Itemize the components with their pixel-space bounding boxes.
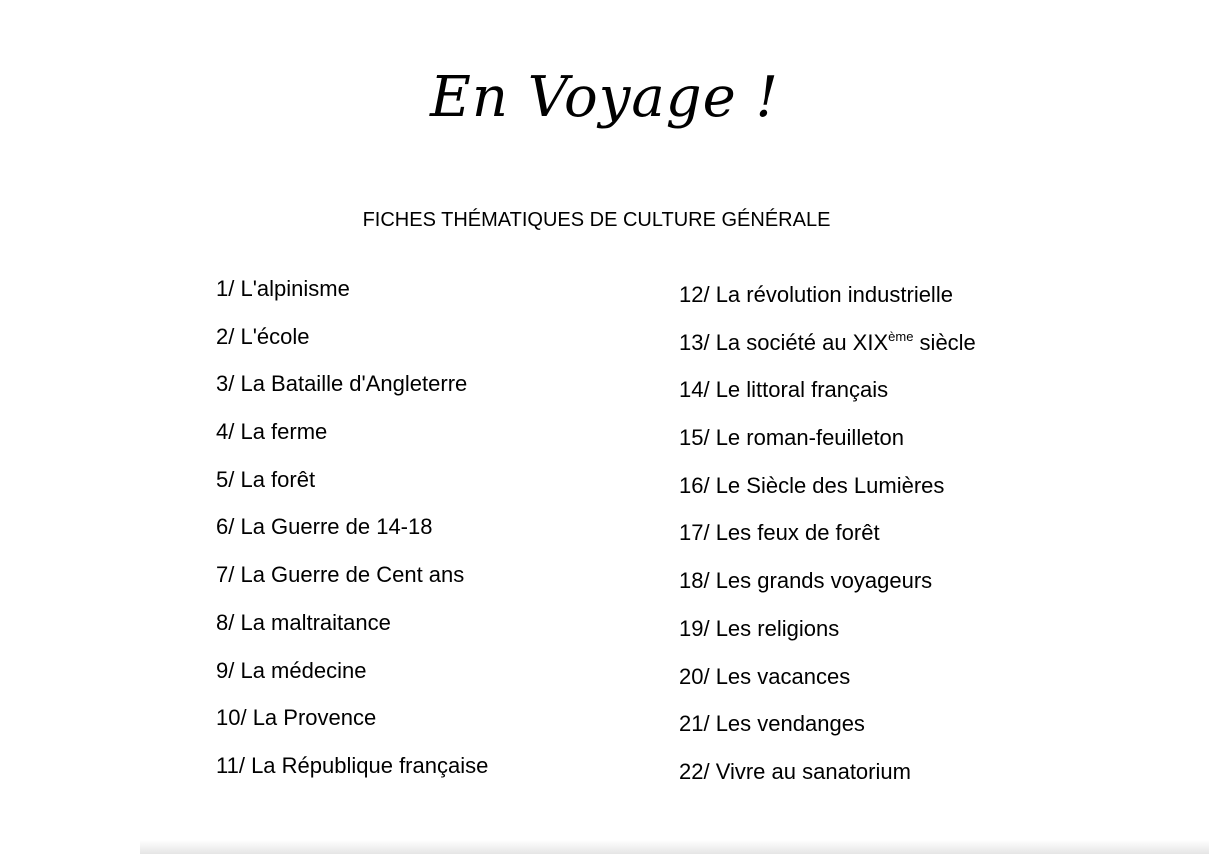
topic-list-right (679, 281, 976, 806)
ordinal-suffix: ème (888, 328, 914, 344)
topic-item: 21/ Les vendanges (679, 711, 865, 737)
topic-item: 4/ La ferme (216, 419, 328, 445)
topic-item: 19/ Les religions (679, 615, 840, 641)
topic-text-end: siècle (913, 329, 976, 355)
page-subtitle: FICHES THÉMATIQUES DE CULTURE GÉNÉRALE (362, 209, 831, 231)
topic-item: 20/ Les vacances (679, 663, 851, 689)
topic-item: 17/ Les feux de forêt (679, 520, 880, 546)
topic-item: 8/ La maltraitance (216, 609, 391, 635)
topic-item: 3/ La Bataille d'Angleterre (216, 371, 468, 397)
topic-item: 9/ La médecine (216, 657, 367, 683)
topic-item: 14/ Le littoral français (679, 377, 889, 403)
topic-item: 2/ L'école (216, 323, 310, 349)
page-title: En Voyage ! (429, 65, 780, 130)
topic-text: 13/ La société au XIX (679, 329, 889, 355)
topic-item: 7/ La Guerre de Cent ans (216, 562, 465, 588)
page-bottom-shadow (140, 840, 1209, 854)
topic-list-left (216, 275, 488, 800)
topic-item: 1/ L'alpinisme (216, 276, 350, 301)
topic-item: 16/ Le Siècle des Lumières (679, 472, 945, 498)
topic-item: 18/ Les grands voyageurs (679, 568, 933, 594)
topic-item: 12/ La révolution industrielle (679, 282, 953, 307)
topic-item: 15/ Le roman-feuilleton (679, 425, 905, 451)
topic-item: 11/ La République française (216, 752, 489, 778)
topic-item: 10/ La Provence (216, 705, 377, 731)
topic-item: 5/ La forêt (216, 466, 316, 492)
topic-item: 22/ Vivre au sanatorium (679, 758, 911, 784)
topic-item (679, 329, 976, 377)
topic-item: 6/ La Guerre de 14-18 (216, 514, 433, 540)
